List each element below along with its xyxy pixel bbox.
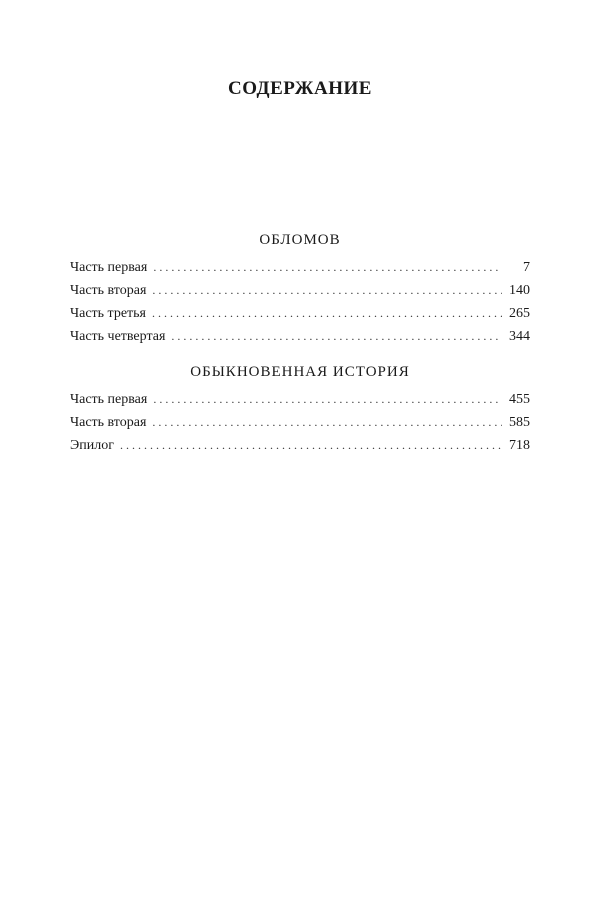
- toc-entry-page: 585: [509, 415, 530, 430]
- toc-entry[interactable]: [70, 411, 530, 434]
- page-title: СОДЕРЖАНИЕ: [228, 78, 372, 99]
- toc-entry-page: 140: [509, 283, 530, 298]
- section-title: ОБЫКНОВЕННАЯ ИСТОРИЯ: [190, 364, 410, 380]
- section-title: ОБЛОМОВ: [259, 232, 341, 248]
- toc-entry-page: 718: [509, 438, 530, 453]
- dot-leader: [171, 325, 502, 348]
- toc-entry-label: Часть четвертая: [70, 329, 166, 344]
- toc-entry-page: 7: [523, 260, 530, 275]
- toc-entry[interactable]: [70, 302, 530, 325]
- dot-leader: [152, 302, 502, 325]
- table-of-contents: [70, 230, 530, 471]
- toc-section-obyknovennaya-istoriya: [70, 362, 530, 457]
- toc-entry-label: Эпилог: [70, 438, 114, 453]
- dot-leader: [153, 256, 502, 279]
- toc-entry[interactable]: [70, 256, 530, 279]
- dot-leader: [152, 279, 502, 302]
- toc-entry-label: Часть первая: [70, 260, 148, 275]
- toc-entry-label: Часть третья: [70, 306, 146, 321]
- toc-entry[interactable]: [70, 279, 530, 302]
- toc-entry-label: Часть вторая: [70, 283, 147, 298]
- toc-entry-label: Часть вторая: [70, 415, 147, 430]
- dot-leader: [152, 411, 502, 434]
- toc-entry-page: 344: [509, 329, 530, 344]
- toc-entry[interactable]: [70, 325, 530, 348]
- toc-section-oblomov: [70, 230, 530, 348]
- toc-entry[interactable]: [70, 434, 530, 457]
- dot-leader: [153, 388, 502, 411]
- toc-entry[interactable]: [70, 388, 530, 411]
- toc-entry-label: Часть первая: [70, 392, 148, 407]
- toc-entry-page: 265: [509, 306, 530, 321]
- toc-entry-page: 455: [509, 392, 530, 407]
- dot-leader: [120, 434, 502, 457]
